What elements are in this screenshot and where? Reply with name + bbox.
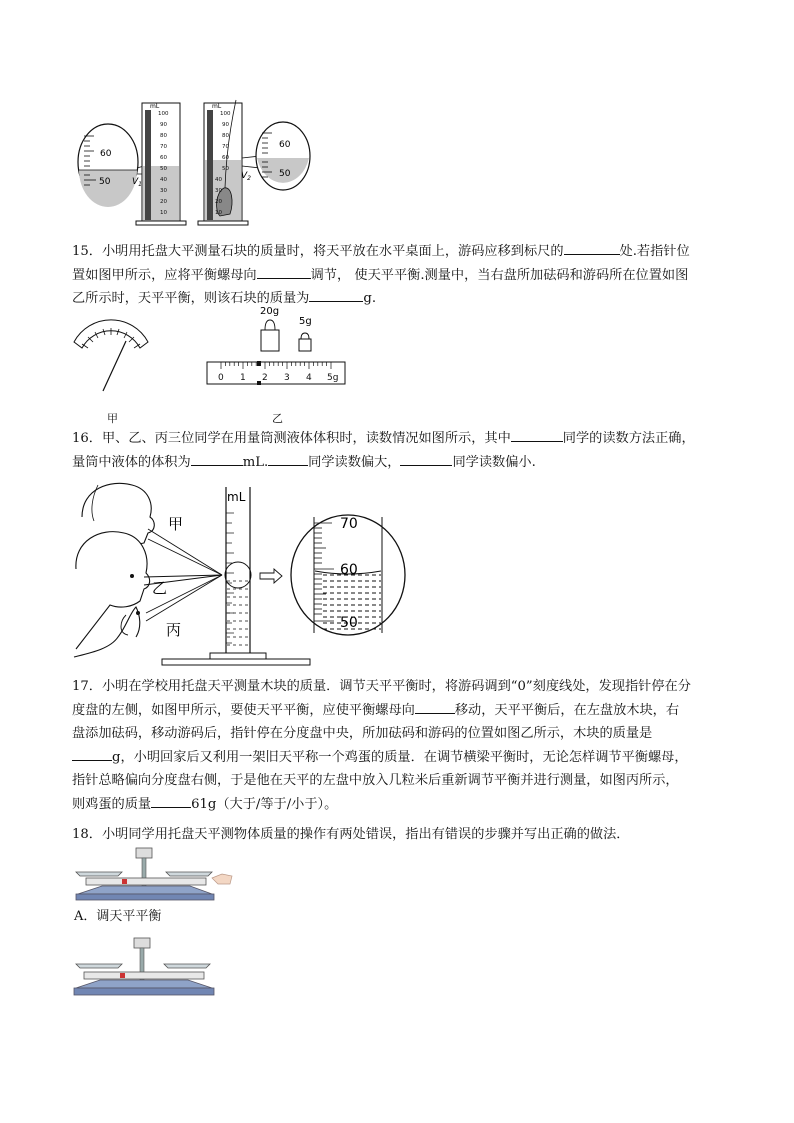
- cyl1-unit: mL: [150, 103, 160, 110]
- svg-text:1: 1: [240, 373, 246, 383]
- zoom1-upper: 60: [100, 149, 112, 159]
- q16-line1: 16．甲、乙、丙三位同学在用量筒测液体体积时，读数情况如图所示，其中 同学的读数方法正确，: [72, 427, 722, 451]
- v2-label: $V_2$: [241, 171, 251, 182]
- rider-scale: [207, 362, 345, 384]
- weight-5g: [299, 339, 311, 351]
- q17-blank-2[interactable]: [72, 746, 112, 761]
- svg-text:100: 100: [220, 111, 231, 117]
- cyl2-unit: mL: [212, 103, 222, 110]
- reading-figure: [70, 477, 415, 669]
- q15-blank-1[interactable]: [564, 240, 620, 255]
- zoom-circle-right: [256, 122, 310, 190]
- svg-text:60: 60: [160, 155, 167, 161]
- svg-text:90: 90: [160, 122, 167, 128]
- q16-blank-2[interactable]: [191, 451, 243, 466]
- svg-text:20: 20: [215, 199, 222, 205]
- q16-zoom-circle: [291, 515, 405, 635]
- q17-line4: g，小明回家后又利用一架旧天平称一个鸡蛋的质量．在调节横梁平衡时，无论怎样调节平衡螺母，: [72, 746, 722, 770]
- zoom-50: 50: [340, 615, 358, 631]
- svg-text:3: 3: [284, 373, 290, 383]
- weights-scale-figure: [205, 302, 350, 388]
- svg-text:40: 40: [160, 177, 167, 183]
- arrow-icon: [260, 569, 282, 583]
- q16-blank-3[interactable]: [268, 451, 308, 466]
- balance-figure-a: [72, 846, 234, 908]
- q17-line1: 17．小明在学校用托盘天平测量木块的质量．调节天平平衡时，将游码调到“0”刻度线处，发现指针停在分: [72, 679, 691, 694]
- q15-line2: 置如图甲所示，应将平衡螺母向 调节， 使天平平衡.测量中，当右盘所加砝码和游码所在位置如图: [72, 264, 722, 288]
- question-18: [72, 823, 722, 847]
- q15-blank-2[interactable]: [257, 264, 311, 279]
- svg-text:90: 90: [222, 122, 229, 128]
- svg-text:10: 10: [215, 210, 222, 216]
- question-17: [72, 675, 722, 816]
- q17-line3: 盘添加砝码，移动游码后，指针停在分度盘中央，所加砝码和游码的位置如图乙所示，木块的质量是: [72, 726, 653, 741]
- label-bing: 丙: [166, 621, 182, 639]
- zoom-60: 60: [340, 562, 358, 578]
- q17-blank-1[interactable]: [415, 699, 455, 714]
- svg-text:100: 100: [158, 111, 169, 117]
- cylinder-right: [198, 100, 248, 225]
- q17-line6: 则鸡蛋的质量 61g（大于/等于/小于）。: [72, 793, 722, 817]
- svg-text:70: 70: [222, 144, 229, 150]
- q15-line3: 乙所示时，天平平衡，则该石块的质量为 g.: [72, 287, 722, 311]
- label-jia: 甲: [168, 515, 184, 533]
- svg-text:80: 80: [160, 133, 167, 139]
- q17-blank-3[interactable]: [151, 793, 191, 808]
- zoom2-lower: 50: [279, 169, 291, 179]
- svg-text:60: 60: [222, 155, 229, 161]
- svg-text:50: 50: [222, 166, 229, 172]
- label-yi: 乙: [152, 579, 168, 597]
- q16-blank-4[interactable]: [400, 451, 452, 466]
- svg-text:30: 30: [160, 188, 167, 194]
- svg-text:4: 4: [306, 373, 312, 383]
- svg-text:50: 50: [160, 166, 167, 172]
- q18-line1: 18．小明同学用托盘天平测物体质量的操作有两处错误，指出有错误的步骤并写出正确的做法．: [72, 827, 630, 842]
- weight-5g-label: 5g: [299, 316, 312, 327]
- q18-caption-a: A．调天平平衡: [74, 909, 162, 924]
- zoom-circle-left: [78, 124, 138, 207]
- svg-text:2: 2: [262, 373, 268, 383]
- zoom-70: 70: [340, 516, 358, 532]
- question-15: [72, 240, 722, 311]
- cylinder-figure: [72, 98, 317, 230]
- balance-figure-b: [72, 936, 222, 1000]
- svg-text:5g: 5g: [327, 373, 339, 383]
- svg-text:10: 10: [160, 210, 167, 216]
- q17-line2: 度盘的左侧，如图甲所示，要使天平平衡，应使平衡螺母向 移动，天平平衡后，在左盘放木块，右: [72, 699, 722, 723]
- q17-line5: 指针总略偏向分度盘右侧，于是他在天平的左盘中放入几粒米后重新调节平衡并进行测量，如图丙所示，: [72, 773, 679, 788]
- q16-cylinder-unit: mL: [227, 490, 246, 504]
- dial-pointer: [103, 341, 126, 391]
- zoom2-upper: 60: [279, 140, 291, 150]
- zoom1-lower: 50: [99, 177, 111, 187]
- q15-line1: 15．小明用托盘大平测量石块的质量时，将天平放在水平桌面上，游码应移到标尺的 处.若指针位: [72, 240, 722, 264]
- rider: [257, 361, 261, 366]
- svg-text:40: 40: [215, 177, 222, 183]
- svg-text:20: 20: [160, 199, 167, 205]
- svg-text:80: 80: [222, 133, 229, 139]
- q15-caption-jia: 甲: [107, 412, 118, 425]
- svg-text:30: 30: [215, 188, 222, 194]
- svg-text:70: 70: [160, 144, 167, 150]
- weight-20g: [261, 330, 279, 351]
- q16-blank-1[interactable]: [511, 427, 563, 442]
- q15-blank-3[interactable]: [309, 287, 363, 302]
- cylinder-left: [136, 103, 186, 225]
- v1-label: $V_1$: [132, 177, 142, 188]
- weight-20g-label: 20g: [260, 306, 280, 317]
- svg-text:0: 0: [218, 373, 224, 383]
- q16-line2: 量筒中液体的体积为 mL. 同学读数偏大， 同学读数偏小.: [72, 451, 722, 475]
- question-16: [72, 427, 722, 474]
- dial-figure: [70, 318, 152, 394]
- q15-caption-yi: 乙: [272, 412, 283, 425]
